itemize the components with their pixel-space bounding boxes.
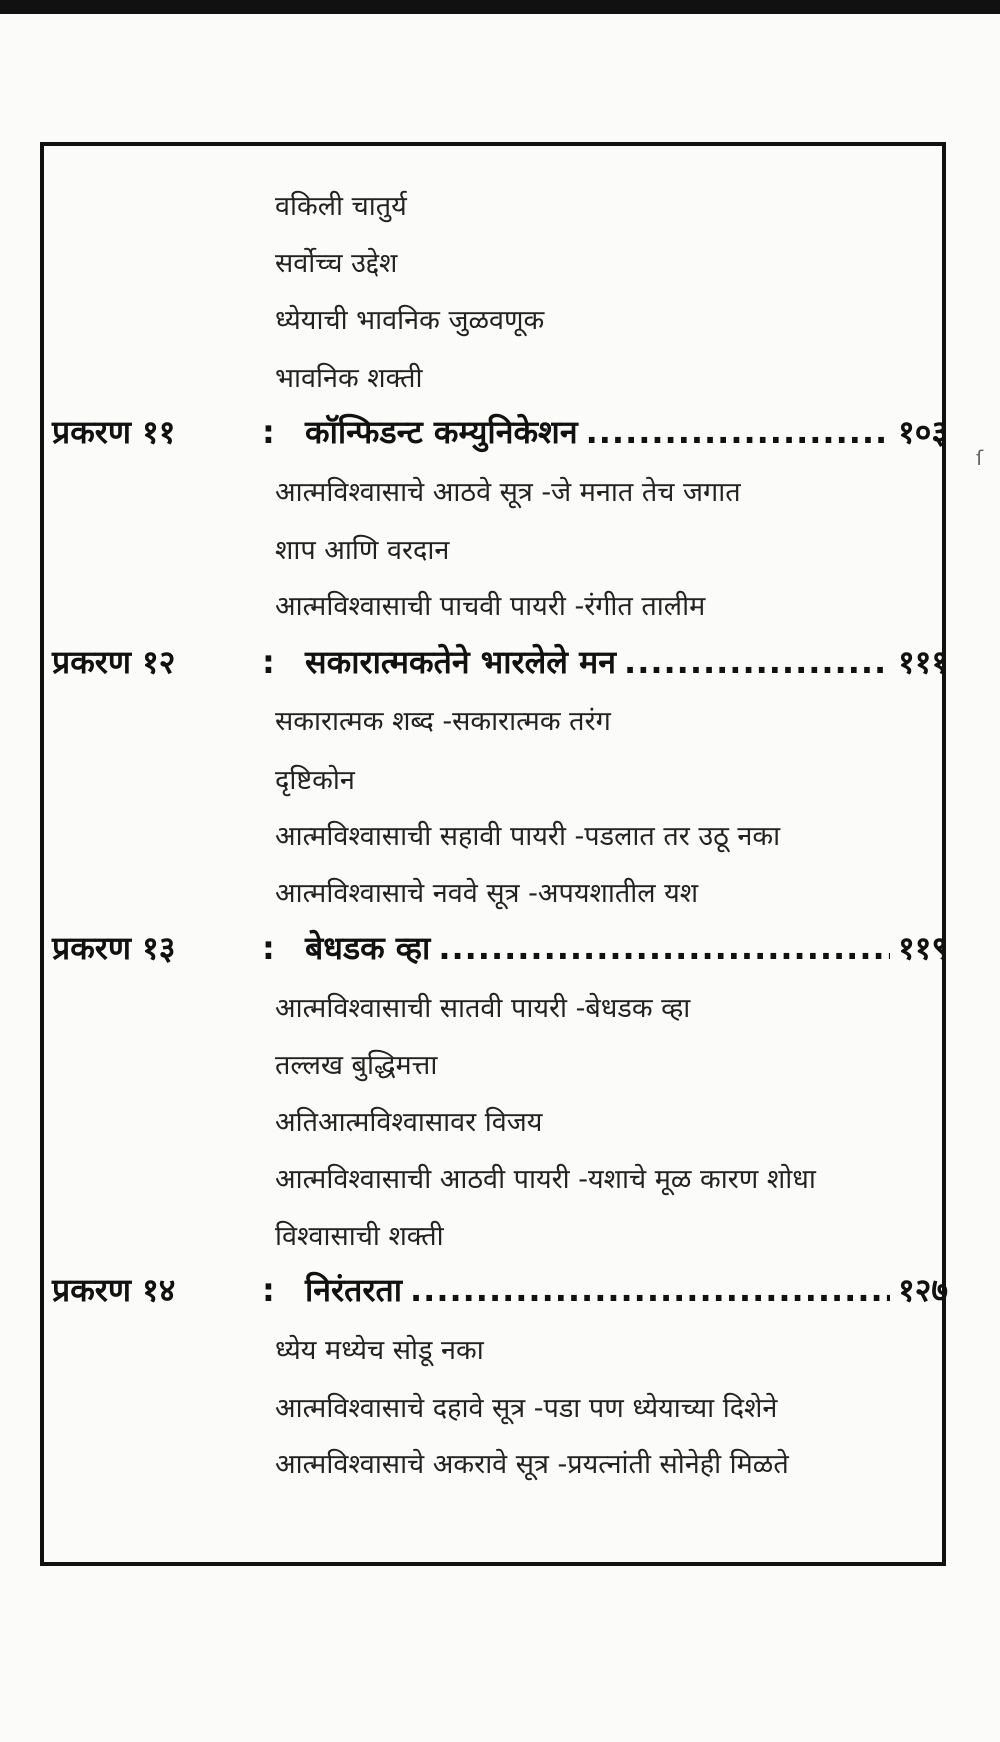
dot-leader xyxy=(438,929,890,967)
toc-subentry: आत्मविश्वासाची पाचवी पायरी -रंगीत तालीम xyxy=(275,591,706,622)
chapter-label: प्रकरण ११ xyxy=(52,413,176,451)
chapter-page-number: १११ xyxy=(898,643,948,681)
contents-frame xyxy=(40,142,946,1566)
chapter-page-number: ११९ xyxy=(898,929,948,967)
toc-subentry: आत्मविश्वासाचे नववे सूत्र -अपयशातील यश xyxy=(275,878,699,909)
toc-subentry: सकारात्मक शब्द -सकारात्मक तरंग xyxy=(275,706,611,737)
chapter-colon: : xyxy=(262,1271,275,1309)
toc-chapter-12[interactable] xyxy=(52,640,948,686)
chapter-colon: : xyxy=(262,643,275,681)
toc-chapter-14[interactable] xyxy=(52,1268,948,1314)
dot-leader xyxy=(586,413,890,451)
dot-leader xyxy=(410,1271,890,1309)
chapter-title: निरंतरता xyxy=(305,1271,402,1309)
toc-subentry: विश्वासाची शक्ती xyxy=(275,1221,444,1252)
chapter-colon: : xyxy=(262,929,275,967)
chapter-page-number: १०३ xyxy=(898,413,948,451)
toc-subentry: तल्लख बुद्धिमत्ता xyxy=(275,1050,438,1081)
toc-subentry: वकिली चातुर्य xyxy=(275,191,407,222)
chapter-title: सकारात्मकतेने भारलेले मन xyxy=(305,643,617,681)
toc-subentry: भावनिक शक्ती xyxy=(275,363,423,394)
toc-chapter-11[interactable] xyxy=(52,410,948,456)
toc-chapter-13[interactable] xyxy=(52,926,948,972)
margin-mark: ſ xyxy=(976,446,984,470)
toc-subentry: आत्मविश्वासाचे अकरावे सूत्र -प्रयत्नांती सोनेही मिळते xyxy=(275,1449,789,1480)
toc-subentry: सर्वोच्च उद्देश xyxy=(275,248,398,279)
toc-subentry: दृष्टिकोन xyxy=(275,765,355,796)
chapter-page-number: १२७ xyxy=(898,1271,948,1309)
chapter-label: प्रकरण १२ xyxy=(52,643,176,681)
toc-subentry: अतिआत्मविश्वासावर विजय xyxy=(275,1107,543,1138)
chapter-title: कॉन्फिडन्ट कम्युनिकेशन xyxy=(305,413,578,451)
chapter-colon: : xyxy=(262,413,275,451)
toc-subentry: आत्मविश्वासाचे दहावे सूत्र -पडा पण ध्येयाच्या दिशेने xyxy=(275,1393,778,1424)
chapter-label: प्रकरण १४ xyxy=(52,1271,176,1309)
toc-subentry: आत्मविश्वासाची सहावी पायरी -पडलात तर उठू नका xyxy=(275,821,781,852)
toc-subentry: आत्मविश्वासाची सातवी पायरी -बेधडक व्हा xyxy=(275,993,691,1024)
chapter-title: बेधडक व्हा xyxy=(305,929,431,967)
top-edge-strip xyxy=(0,0,1000,14)
dot-leader xyxy=(624,643,890,681)
toc-subentry: आत्मविश्वासाचे आठवे सूत्र -जे मनात तेच जगात xyxy=(275,477,741,508)
toc-subentry: शाप आणि वरदान xyxy=(275,535,450,566)
toc-subentry: ध्येय मध्येच सोडू नका xyxy=(275,1335,484,1366)
chapter-label: प्रकरण १३ xyxy=(52,929,176,967)
toc-subentry: ध्येयाची भावनिक जुळवणूक xyxy=(275,305,545,336)
toc-subentry: आत्मविश्वासाची आठवी पायरी -यशाचे मूळ कारण शोधा xyxy=(275,1164,816,1195)
